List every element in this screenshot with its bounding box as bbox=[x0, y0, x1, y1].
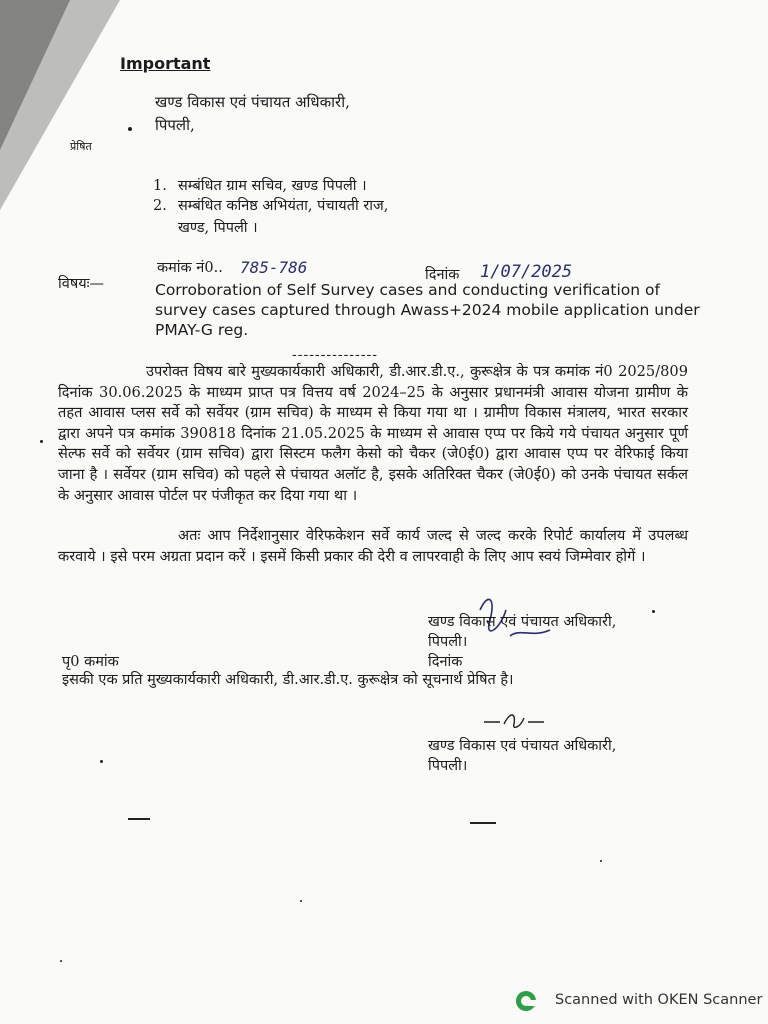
signature2-designation: खण्ड विकास एवं पंचायत अधिकारी, bbox=[428, 738, 617, 754]
speck bbox=[40, 440, 43, 443]
signature-scribble-2 bbox=[480, 706, 550, 734]
subject-line: PMAY-G reg. bbox=[155, 321, 249, 339]
date-label: दिनांक bbox=[425, 267, 460, 283]
subject-line: Corroboration of Self Survey cases and conducting verification of bbox=[155, 281, 660, 299]
side-label: प्रेषित bbox=[70, 140, 92, 153]
subject-line: survey cases captured through Awass+2024 mobile application under bbox=[155, 301, 700, 319]
date-handwritten: 1/07/2025 bbox=[480, 262, 573, 282]
signature2-place: पिपली। bbox=[428, 758, 468, 774]
recipient-text: सम्बंधित ग्राम सचिव, खण्ड पिपली । bbox=[178, 178, 367, 194]
reference-number-handwritten: 785-786 bbox=[240, 258, 308, 277]
speck bbox=[600, 860, 602, 862]
recipient-text: खण्ड, पिपली । bbox=[178, 220, 258, 236]
scanner-logo-icon bbox=[515, 990, 537, 1012]
speck bbox=[300, 900, 302, 902]
stray-mark bbox=[128, 818, 150, 820]
stray-mark bbox=[470, 822, 496, 824]
reference-label: कमांक नं0.. bbox=[157, 260, 223, 276]
copy-ref-label: पृ0 कमांक bbox=[62, 654, 119, 670]
separator-line: --------------- bbox=[292, 347, 378, 363]
speck bbox=[100, 760, 103, 763]
from-office-line2: पिपली, bbox=[155, 116, 195, 134]
signature1-designation: खण्ड विकास एवं पंचायत अधिकारी, bbox=[428, 614, 617, 630]
speck bbox=[60, 960, 62, 962]
important-heading: Important bbox=[120, 54, 211, 73]
recipient-number: 2. bbox=[153, 198, 167, 214]
from-office-line1: खण्ड विकास एवं पंचायत अधिकारी, bbox=[155, 93, 350, 111]
recipient-text: सम्बंधित कनिष्ठ अभियंता, पंचायती राज, bbox=[178, 198, 389, 214]
copy-date-label: दिनांक bbox=[428, 654, 463, 670]
scanner-watermark-text: Scanned with OKEN Scanner bbox=[555, 992, 763, 1008]
body-paragraph-1-text: उपरोक्त विषय बारे मुख्यकार्यकारी अधिकारी, डी.आर.डी.ए., कुरूक्षेत्र के पत्र कमांक नं0 2025/809 दिनांक 30.06.2025 के माध्यम प्राप्त पत्र वित्तय वर्ष 2024–25 के अनुसार प्रधानमंत्री आवास योजना ग्रामीण के तहत आवास प्लस सर्वे को सर्वेयर (ग्राम सचिव) के माध्यम से किया गया था । ग्रामीण विकास मंत्रालय, भारत सरकार द्वारा अपने पत्र कमांक 390818 दिनांक 21.05.2025 के माध्यम से आवास एप्प पर किये गये पंचायत अनुसार पूर्ण सेल्फ सर्वे को सर्वेयर (ग्राम सचिव) द्वारा सिस्टम फलैग केसो को चैकर (जे0ई0) द्वारा आवास एप्प पर वेरिफाई किया जाना है । सर्वेयर (ग्राम सचिव) को पहले से पंचायत अलॉट है, इसके अतिरिक्त चैकर (जे0ई0) को उनके पंचायत सर्कल के अनुसार आवास पोर्टल पर पंजीकृत कर दिया गया था । bbox=[58, 363, 688, 504]
copy-forward-text: इसकी एक प्रति मुख्यकार्यकारी अधिकारी, डी.आर.डी.ए. कुरूक्षेत्र को सूचनार्थ प्रेषित है। bbox=[62, 672, 514, 688]
page-fold-corner bbox=[0, 0, 70, 150]
body-paragraph-1 bbox=[58, 362, 688, 506]
body-paragraph-2-text: अतः आप निर्देशानुसार वेरिफकेशन सर्वे कार्य जल्द से जल्द करके रिपोर्ट कार्यालय में उपलब्ध करवाये । इसे परम अग्रता प्रदान करें । इसमें किसी प्रकार की देरी व लापरवाही के लिए आप स्वयं जिम्मेवार होगें । bbox=[58, 527, 688, 565]
subject-label: विषयः— bbox=[58, 276, 105, 292]
signature1-place: पिपली। bbox=[428, 634, 468, 650]
recipient-number: 1. bbox=[153, 178, 167, 194]
speck bbox=[128, 127, 132, 131]
body-paragraph-2 bbox=[58, 526, 688, 567]
speck bbox=[652, 610, 655, 613]
